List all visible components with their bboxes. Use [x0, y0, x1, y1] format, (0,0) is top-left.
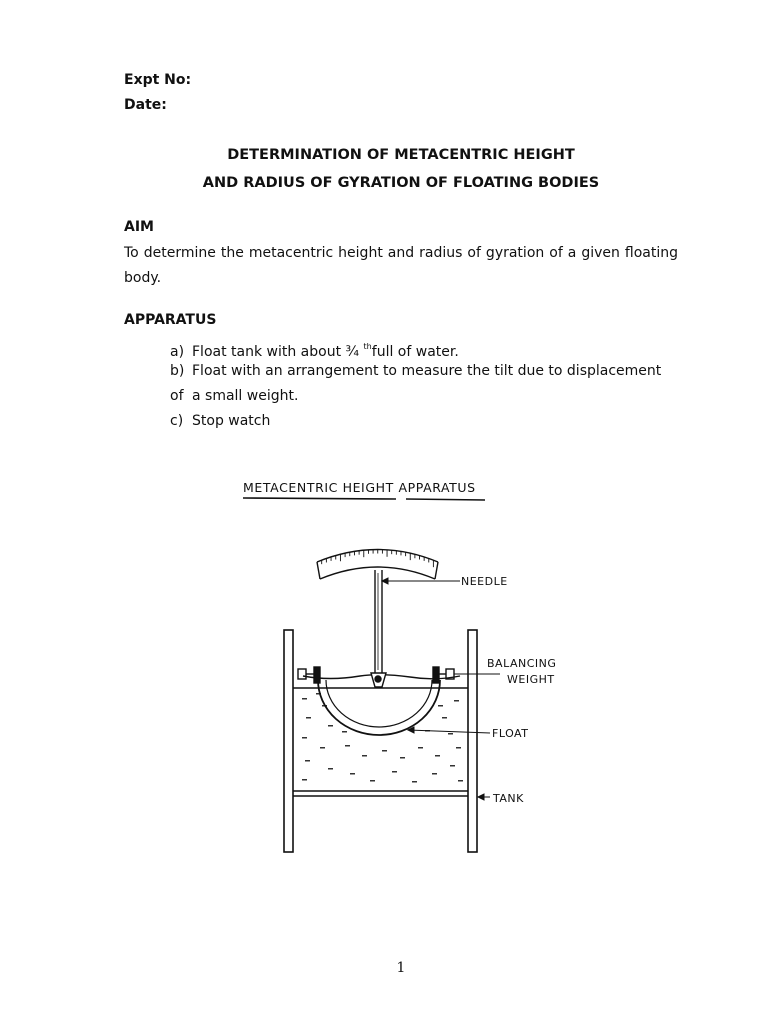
figure-title-underline [406, 499, 485, 500]
list-marker: c) [170, 413, 184, 429]
page-number: 1 [396, 960, 406, 976]
needle-label: NEEDLE [461, 575, 508, 588]
aim-text: To determine the metacentric height and radius of gyration of a given floating body. [124, 245, 678, 286]
pivot [371, 673, 386, 687]
needle [375, 570, 382, 673]
tank-walls [284, 630, 477, 852]
apparatus-heading: APPARATUS [124, 312, 217, 328]
float-label: FLOAT [492, 727, 529, 740]
list-marker: a) [170, 344, 185, 360]
balancing-weight-label-2: WEIGHT [507, 673, 555, 686]
scale [317, 550, 438, 580]
apparatus-item-c [170, 409, 678, 434]
list-item-text: Float tank with about ¾ [192, 344, 364, 360]
list-item-text: Float with an arrangement to measure the tilt due to displacement of [170, 363, 662, 404]
list-item-text: Stop watch [192, 413, 271, 429]
label-leaders [382, 578, 500, 800]
list-marker: b) [170, 363, 185, 379]
aim-heading: AIM [124, 219, 154, 235]
apparatus-item-b-continued: a small weight. [192, 388, 299, 404]
figure-title-underline [243, 498, 396, 499]
date-label: Date: [124, 97, 167, 113]
scale-ticks [322, 550, 434, 568]
list-item-text: full of water. [371, 344, 459, 360]
document-title-line-1: DETERMINATION OF METACENTRIC HEIGHT [227, 147, 575, 163]
experiment-number-label: Expt No: [124, 72, 192, 88]
figure-title: METACENTRIC HEIGHT APPARATUS [243, 480, 476, 495]
superscript: th [363, 342, 372, 351]
balancing-weight-label: BALANCING [487, 657, 557, 670]
tank-label: TANK [493, 792, 524, 805]
document-title-line-2: AND RADIUS OF GYRATION OF FLOATING BODIES [202, 175, 600, 191]
metacentric-height-apparatus-figure [210, 455, 600, 855]
